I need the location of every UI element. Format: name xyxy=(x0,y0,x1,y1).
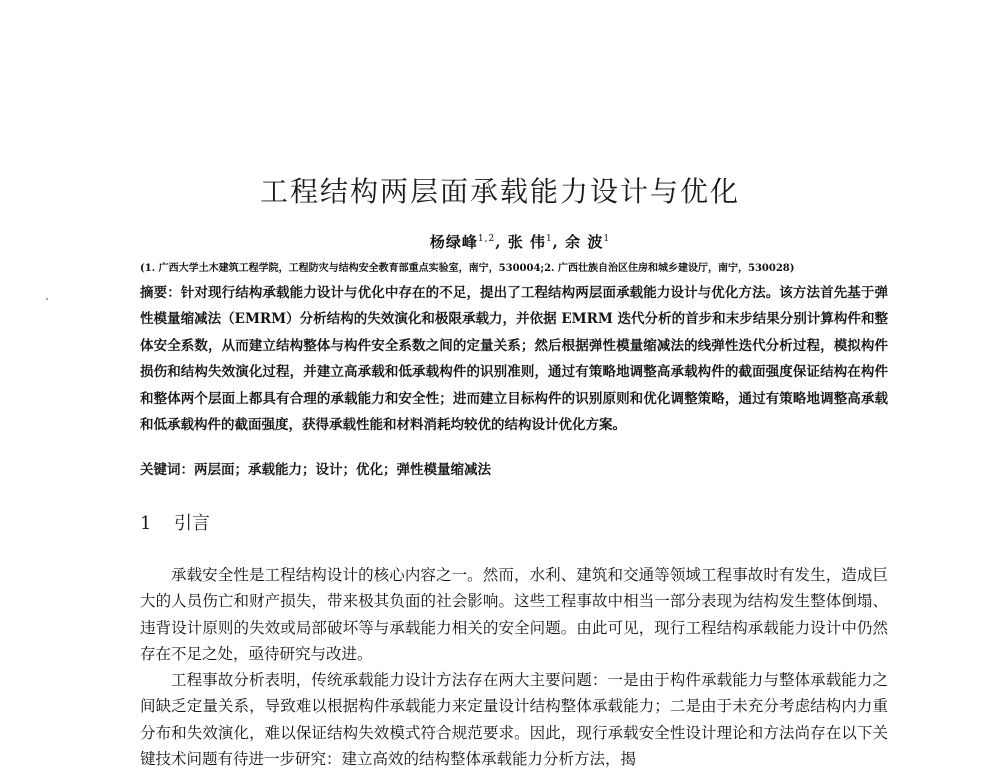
abstract-label: 摘要： xyxy=(140,285,181,301)
author-name: 余 波 xyxy=(565,233,604,251)
keywords xyxy=(140,458,888,478)
author-line xyxy=(0,231,1000,252)
section-heading xyxy=(140,509,210,535)
abstract xyxy=(140,280,888,438)
keywords-text: 两层面；承载能力；设计；优化；弹性模量缩减法 xyxy=(194,462,491,478)
paragraph: 承载安全性是工程结构设计的核心内容之一。然而，水利、建筑和交通等领域工程事故时有发生，造成巨大的人员伤亡和财产损失，带来极其负面的社会影响。这些工程事故中相当一部分表现为结构发生整体倒塌、违背设计原则的失效或局部破坏等与承载能力相关的安全问题。由此可见，现行工程结构承载能力设计中仍然存在不足之处，亟待研究与改进。 xyxy=(140,566,888,663)
author-affil-mark: 1,2 xyxy=(477,234,496,244)
abstract-text: 针对现行结构承载能力设计与优化中存在的不足，提出了工程结构两层面承载能力设计与优化方法。该方法首先基于弹性模量缩减法（EMRM）分析结构的失效演化和极限承载力，并依据 EMRM 迭代分析的首步和末步结果分别计算构件和整体安全系数，从而建立结构整体与构件安全系数之间的定量关系；然后根据弹性模量缩减法的线弹性迭代分析过程，模拟构件损伤和结构失效演化过程，并建立高承载和低承载构件的识别准则，通过有策略地调整高承载构件的截面强度保证结构在构件和整体两个层面上都具有合理的承载能力和安全性；进而建立目标构件的识别原则和优化调整策略，通过有策略地调整高承载和低承载构件的截面强度，获得承载性能和材料消耗均较优的结构设计优化方案。 xyxy=(140,285,889,434)
paper-title: 工程结构两层面承载能力设计与优化 xyxy=(259,175,740,208)
section-title: 引言 xyxy=(174,513,210,534)
paragraph: 工程事故分析表明，传统承载能力设计方法存在两大主要问题：一是由于构件承载能力与整体承载能力之间缺乏定量关系，导致难以根据构件承载能力来定量设计结构整体承载能力；二是由于未充分考虑结构内力重分布和失效演化，难以保证结构失效模式符合规范要求。因此，现行承载安全性设计理论和方法尚存在以下关键技术问题有待进一步研究：建立高效的结构整体承载能力分析方法，揭 xyxy=(140,671,888,769)
section-number: 1 xyxy=(140,513,152,534)
author-separator: , xyxy=(552,233,566,251)
author-name: 杨绿峰 xyxy=(429,233,478,251)
author-affil-mark: 1 xyxy=(545,234,553,244)
affiliation-line: (1. 广西大学土木建筑工程学院，工程防灾与结构安全教育部重点实验室，南宁，530004;2. 广西壮族自治区住房和城乡建设厅，南宁，530028) xyxy=(140,263,795,274)
body-text xyxy=(140,562,888,772)
author-separator: , xyxy=(495,233,508,251)
author-name: 张 伟 xyxy=(507,233,546,251)
scan-speck xyxy=(46,298,48,300)
keywords-label: 关键词： xyxy=(140,462,194,478)
author-affil-mark: 1 xyxy=(603,234,611,244)
